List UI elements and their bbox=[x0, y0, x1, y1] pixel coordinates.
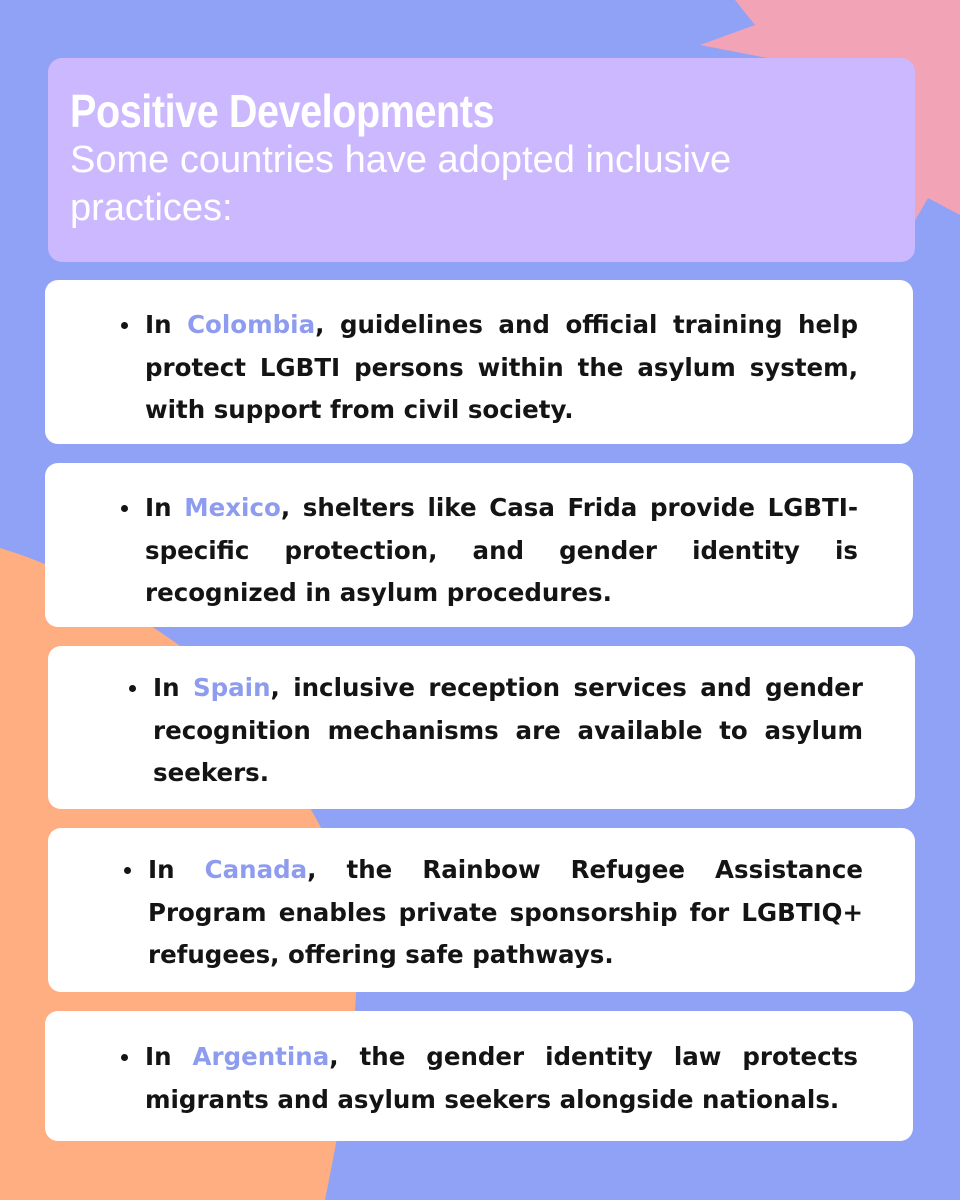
list-item: In Colombia, guidelines and official training help protect LGBTI persons within the asylum system, with support from civil society. bbox=[121, 304, 858, 432]
list-item: In Canada, the Rainbow Refugee Assistance Program enables private sponsorship for LGBTIQ+ refugees, offering safe pathways. bbox=[124, 849, 863, 977]
country-name: Spain bbox=[192, 673, 271, 702]
card-canada bbox=[48, 828, 915, 992]
country-name: Mexico bbox=[184, 493, 281, 522]
card-colombia bbox=[45, 280, 913, 444]
page-subtitle: Some countries have adopted inclusive practices: bbox=[70, 138, 732, 229]
list-item: In Spain, inclusive reception services and gender recognition mechanisms are available to asylum seekers. bbox=[129, 667, 863, 795]
card-mexico bbox=[45, 463, 913, 627]
page-title: Positive Developments bbox=[70, 85, 495, 137]
country-name: Colombia bbox=[187, 310, 316, 339]
list-item: In Argentina, the gender identity law protects migrants and asylum seekers alongside nationals. bbox=[121, 1036, 858, 1121]
country-name: Argentina bbox=[192, 1042, 330, 1071]
list-item: In Mexico, shelters like Casa Frida provide LGBTI-specific protection, and gender identity is recognized in asylum procedures. bbox=[121, 487, 858, 615]
header-box bbox=[48, 58, 915, 262]
country-name: Canada bbox=[204, 855, 308, 884]
card-argentina bbox=[45, 1011, 913, 1141]
card-spain bbox=[48, 646, 915, 809]
